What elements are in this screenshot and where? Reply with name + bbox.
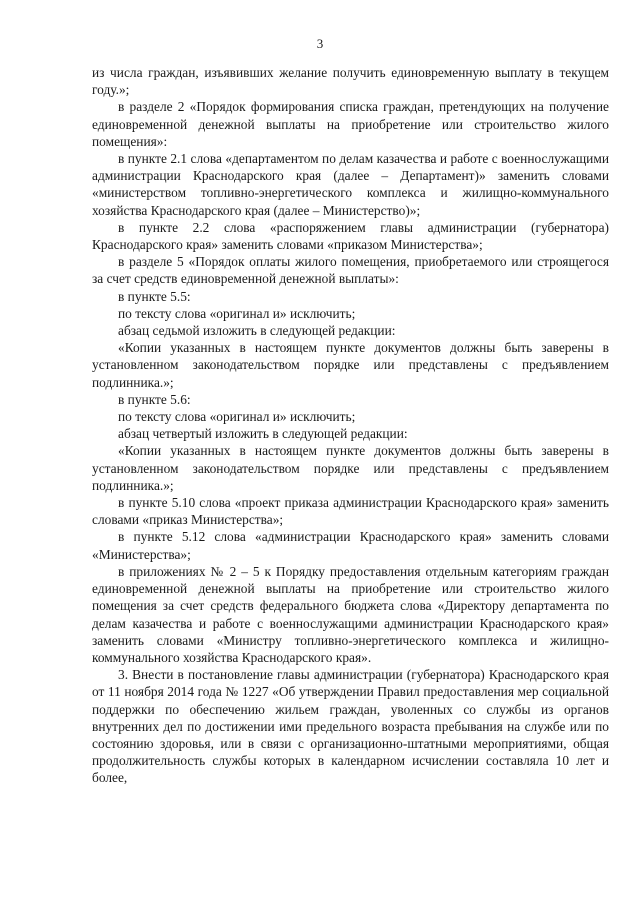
paragraph: по тексту слова «оригинал и» исключить;: [118, 409, 356, 425]
paragraph: в пункте 5.6:: [118, 391, 191, 407]
paragraph: в пункте 5.5:: [118, 288, 191, 304]
paragraph: 3. Внести в постановление главы администрации (губернатора) Краснодарского края от 11 ноября 2014 года № 1227 «Об утверждении Правил предоставления мер социальной поддержки по обеспечению жильем граждан, уволенных со службы из органов внутренних дел по достижении ими предельного возраста пребывания на службе или по состоянию здоровья, или в связи с организационно-штатными мероприятиями, общая продолжительность службы которых в календарном исчислении составляла 10 лет и более,: [92, 667, 609, 786]
paragraph: абзац седьмой изложить в следующей редакции:: [118, 323, 396, 339]
paragraph: в пункте 5.10 слова «проект приказа администрации Краснодарского края» заменить словами «приказ Министерства»;: [92, 495, 609, 528]
paragraph: по тексту слова «оригинал и» исключить;: [118, 305, 356, 321]
paragraph: в пункте 2.2 слова «распоряжением главы администрации (губернатора) Краснодарского края» заменить словами «приказом Министерства»;: [92, 219, 609, 253]
paragraph: в пункте 5.12 слова «администрации Краснодарского края» заменить словами «Министерства»;: [92, 529, 609, 562]
paragraph: «Копии указанных в настоящем пункте документов должны быть заверены в установленном законодательством порядке или представлены с предъявлением подлинника.»;: [92, 340, 609, 390]
paragraph: из числа граждан, изъявивших желание получить единовременную выплату в текущем году.»;: [92, 65, 609, 98]
paragraph: в разделе 5 «Порядок оплаты жилого помещения, приобретаемого или строящегося за счет средств единовременной денежной выплаты»:: [92, 254, 609, 287]
paragraph: «Копии указанных в настоящем пункте документов должны быть заверены в установленном законодательством порядке или представлены с предъявлением подлинника.»;: [92, 443, 609, 493]
paragraph: абзац четвертый изложить в следующей редакции:: [118, 426, 408, 442]
document-body: [92, 64, 609, 787]
paragraph: в пункте 2.1 слова «департаментом по делам казачества и работе с военнослужащими администрации Краснодарского края (далее – Департамент)» заменить словами «министерством топливно-энергетического комплекса и жилищно-коммунального хозяйства Краснодарского края (далее – Министерство)»;: [92, 151, 609, 218]
paragraph: в приложениях № 2 – 5 к Порядку предоставления отдельным категориям граждан единовременной денежной выплаты на приобретение или строительство жилого помещения за счет средств федерального бюджета слова «Директору департамента по делам казачества и работе с военнослужащими администрации Краснодарского края» заменить словами «Министру топливно-энергетического комплекса и жилищно-коммунального хозяйства Краснодарского края».: [92, 563, 609, 665]
paragraph: в разделе 2 «Порядок формирования списка граждан, претендующих на получение единовременной денежной выплаты на приобретение или строительство жилого помещения»:: [92, 99, 609, 149]
page-number: 3: [316, 36, 324, 51]
